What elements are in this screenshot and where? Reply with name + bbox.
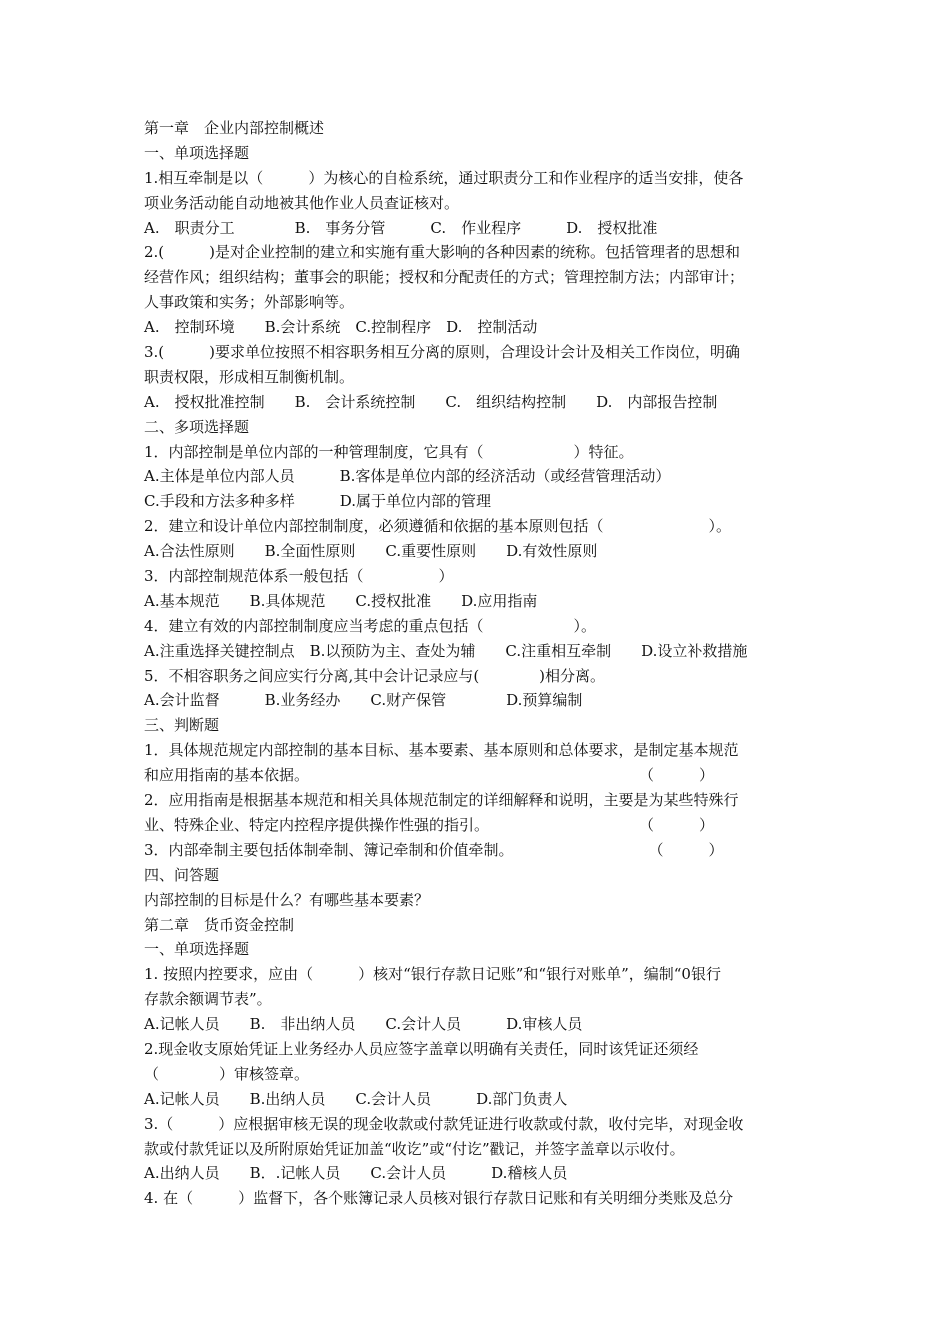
text-line: 内部控制的目标是什么？有哪些基本要素？	[144, 890, 430, 909]
text-line: 业、特殊企业、特定内控程序提供操作性强的指引。 （ ）	[144, 815, 715, 834]
text-line: 第二章 货币资金控制	[144, 915, 295, 934]
text-line: A.注重选择关键控制点 B.以预防为主、查处为辅 C.注重相互牵制 D.设立补救措施	[144, 641, 748, 660]
text-line: 1. 按照内控要求，应由（ ）核对“银行存款日记账”和“银行对账单”，编制“0银行	[144, 965, 721, 984]
text-line: 1.相互牵制是以（ ）为核心的自检系统，通过职责分工和作业程序的适当安排，使各	[144, 168, 744, 187]
text-line: A.记帐人员 B. 非出纳人员 C.会计人员 D.审核人员	[144, 1015, 583, 1034]
text-line: A.出纳人员 B．.记帐人员 C.会计人员 D.稽核人员	[144, 1164, 568, 1183]
text-line: 4．建立有效的内部控制制度应当考虑的重点包括（ ）。	[144, 616, 597, 635]
text-line: 项业务活动能自动地被其他作业人员查证核对。	[144, 193, 460, 212]
text-line: 四、问答题	[144, 865, 220, 884]
text-line: 3．内部控制规范体系一般包括（ ）	[144, 567, 454, 586]
text-line: 3．内部牵制主要包括体制牵制、簿记牵制和价值牵制。 （ ）	[144, 840, 724, 859]
text-line: 和应用指南的基本依据。 （ ）	[144, 766, 715, 785]
text-line: （ ）审核签章。	[144, 1064, 310, 1083]
text-line: A.会计监督 B.业务经办 C.财产保管 D.预算编制	[144, 691, 583, 710]
text-line: 2.现金收支原始凭证上业务经办人员应签字盖章以明确有关责任，同时该凭证还须经	[144, 1039, 699, 1058]
text-line: 二、多项选择题	[144, 417, 250, 436]
text-line: 款或付款凭证以及所附原始凭证加盖“收讫”或“付讫”戳记，并签字盖章以示收付。	[144, 1139, 685, 1158]
text-line: 2.( )是对企业控制的建立和实施有重大影响的各种因素的统称。包括管理者的思想和	[144, 243, 741, 262]
text-line: A. 控制环境 B.会计系统 C.控制程序 D. 控制活动	[144, 318, 538, 337]
text-line: 4. 在（ ）监督下，各个账簿记录人员核对银行存款日记账和有关明细分类账及总分	[144, 1189, 734, 1208]
text-line: 存款余额调节表”。	[144, 990, 272, 1009]
text-line: 经营作风；组织结构；董事会的职能；授权和分配责任的方式；管理控制方法；内部审计；	[144, 268, 745, 287]
text-line: C.手段和方法多种多样 D.属于单位内部的管理	[144, 492, 491, 511]
text-line: 一、单项选择题	[144, 940, 250, 959]
text-line: 3.（ ）应根据审核无误的现金收款或付款凭证进行收款或付款，收付完毕，对现金收	[144, 1114, 744, 1133]
text-line: 3.( )要求单位按照不相容职务相互分离的原则，合理设计会计及相关工作岗位，明确	[144, 343, 741, 362]
text-line: A.基本规范 B.具体规范 C.授权批准 D.应用指南	[144, 591, 538, 610]
text-line: 一、单项选择题	[144, 143, 250, 162]
text-line: 职责权限，形成相互制衡机制。	[144, 367, 355, 386]
text-line: A.记帐人员 B.出纳人员 C.会计人员 D.部门负责人	[144, 1089, 568, 1108]
text-line: 2．建立和设计单位内部控制制度，必须遵循和依据的基本原则包括（ ）。	[144, 517, 732, 536]
text-line: A.合法性原则 B.全面性原则 C.重要性原则 D.有效性原则	[144, 542, 598, 561]
text-line: 第一章 企业内部控制概述	[144, 119, 325, 137]
text-line: 2．应用指南是根据基本规范和相关具体规范制定的详细解释和说明，主要是为某些特殊行	[144, 791, 739, 810]
text-line: 1．具体规范规定内部控制的基本目标、基本要素、基本原则和总体要求，是制定基本规范	[144, 741, 739, 760]
text-line: A. 授权批准控制 B. 会计系统控制 C. 组织结构控制 D. 内部报告控制	[144, 392, 718, 411]
text-line: 三、判断题	[144, 716, 220, 735]
document-body	[144, 116, 824, 1211]
text-line: A. 职责分工 B. 事务分管 C. 作业程序 D. 授权批准	[144, 218, 658, 237]
text-line: 人事政策和实务；外部影响等。	[144, 293, 355, 312]
text-line: A.主体是单位内部人员 B.客体是单位内部的经济活动（或经营管理活动）	[144, 467, 671, 486]
text-line: 1．内部控制是单位内部的一种管理制度，它具有（ ）特征。	[144, 442, 634, 461]
text-line: 5．不相容职务之间应实行分离,其中会计记录应与( )相分离。	[144, 666, 606, 685]
